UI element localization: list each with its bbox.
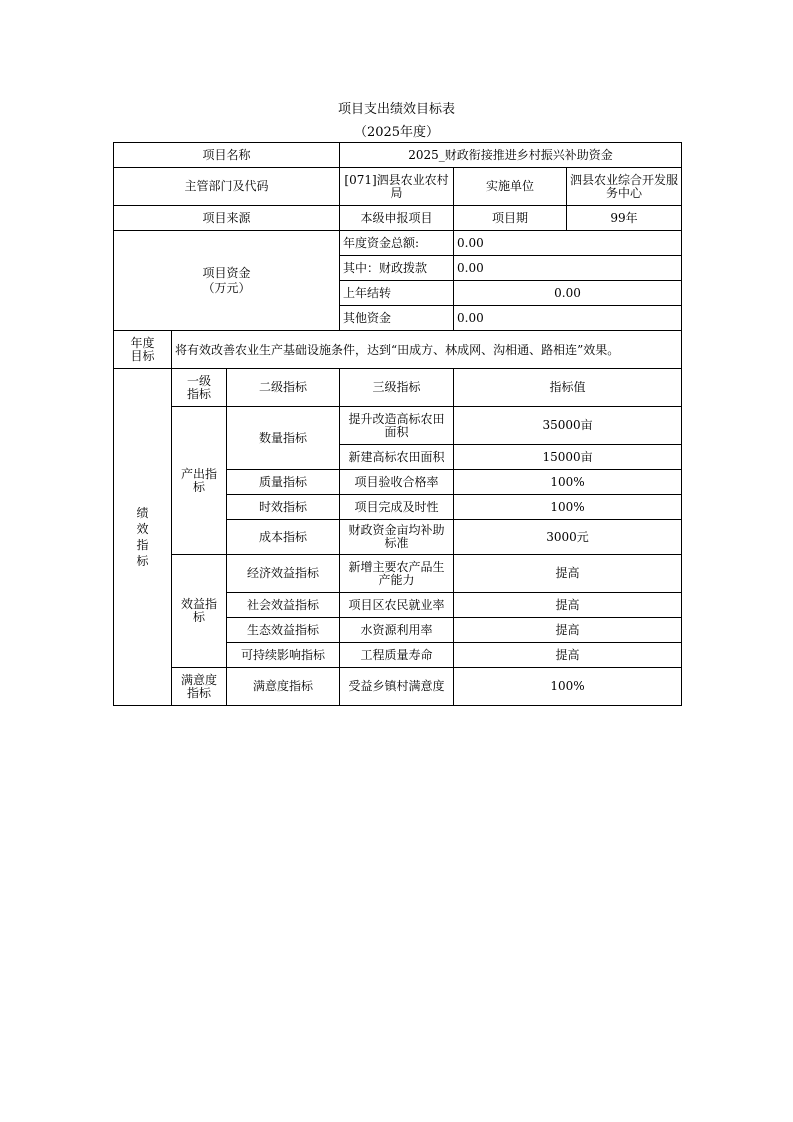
funds-total-value: 0.00	[454, 231, 682, 256]
time-value: 100%	[454, 495, 682, 520]
performance-target-table	[113, 142, 682, 706]
econ-name: 新增主要农产品生 产能力	[340, 555, 454, 593]
table-row	[114, 331, 682, 369]
goal-text: 将有效改善农业生产基础设施条件，达到“田成方、林成网、沟相通、路相连”效果。	[172, 331, 682, 369]
table-row	[114, 231, 682, 256]
benefit-label: 效益指 标	[172, 555, 227, 668]
eco-name: 水资源利用率	[340, 618, 454, 643]
header-level2: 二级指标	[227, 369, 340, 407]
period-value: 99年	[567, 206, 682, 231]
table-row	[114, 407, 682, 445]
time-label: 时效指标	[227, 495, 340, 520]
funds-total-label: 年度资金总额:	[340, 231, 454, 256]
output-label: 产出指 标	[172, 407, 227, 555]
period-label: 项目期	[454, 206, 567, 231]
cost-value: 3000元	[454, 520, 682, 555]
header-level3: 三级指标	[340, 369, 454, 407]
funds-carryover-label: 上年结转	[340, 281, 454, 306]
eco-label: 生态效益指标	[227, 618, 340, 643]
social-value: 提高	[454, 593, 682, 618]
dept-value: [071]泗县农业农村局	[340, 168, 454, 206]
table-row	[114, 668, 682, 706]
funds-other-label: 其他资金	[340, 306, 454, 331]
header-level1: 一级 指标	[172, 369, 227, 407]
funds-other-value: 0.00	[454, 306, 682, 331]
cost-label: 成本指标	[227, 520, 340, 555]
table-row	[114, 168, 682, 206]
social-label: 社会效益指标	[227, 593, 340, 618]
source-label: 项目来源	[114, 206, 340, 231]
funds-fiscal-label: 其中：财政拨款	[340, 256, 454, 281]
satisfaction-value: 100%	[454, 668, 682, 706]
q2-value: 15000亩	[454, 445, 682, 470]
time-name: 项目完成及时性	[340, 495, 454, 520]
q2-name: 新建高标农田面积	[340, 445, 454, 470]
funds-label: 项目资金 （万元）	[114, 231, 340, 331]
cost-name: 财政资金亩均补助 标准	[340, 520, 454, 555]
page-subtitle: （2025年度）	[353, 125, 440, 140]
quality-name: 项目验收合格率	[340, 470, 454, 495]
dept-label: 主管部门及代码	[114, 168, 340, 206]
impl-value: 泗县农业综合开发服务中心	[567, 168, 682, 206]
project-name-label: 项目名称	[114, 143, 340, 168]
sustain-value: 提高	[454, 643, 682, 668]
sustain-name: 工程质量寿命	[340, 643, 454, 668]
header-value: 指标值	[454, 369, 682, 407]
quantity-label: 数量指标	[227, 407, 340, 470]
perf-label: 绩 效 指 标	[114, 369, 172, 706]
funds-fiscal-value: 0.00	[454, 256, 682, 281]
table-row	[114, 555, 682, 593]
satisfaction-name: 受益乡镇村满意度	[340, 668, 454, 706]
page-title: 项目支出绩效目标表	[337, 102, 455, 117]
satisfaction-sub-label: 满意度指标	[227, 668, 340, 706]
social-name: 项目区农民就业率	[340, 593, 454, 618]
quality-label: 质量指标	[227, 470, 340, 495]
impl-label: 实施单位	[454, 168, 567, 206]
source-value: 本级申报项目	[340, 206, 454, 231]
q1-name: 提升改造高标农田 面积	[340, 407, 454, 445]
satisfaction-label: 满意度 指标	[172, 668, 227, 706]
table-row	[114, 369, 682, 407]
quality-value: 100%	[454, 470, 682, 495]
project-name-value: 2025_财政衔接推进乡村振兴补助资金	[340, 143, 682, 168]
q1-value: 35000亩	[454, 407, 682, 445]
table-row	[114, 143, 682, 168]
econ-value: 提高	[454, 555, 682, 593]
eco-value: 提高	[454, 618, 682, 643]
goal-label: 年度 目标	[114, 331, 172, 369]
sustain-label: 可持续影响指标	[227, 643, 340, 668]
funds-carryover-value: 0.00	[454, 281, 682, 306]
econ-label: 经济效益指标	[227, 555, 340, 593]
table-row	[114, 206, 682, 231]
